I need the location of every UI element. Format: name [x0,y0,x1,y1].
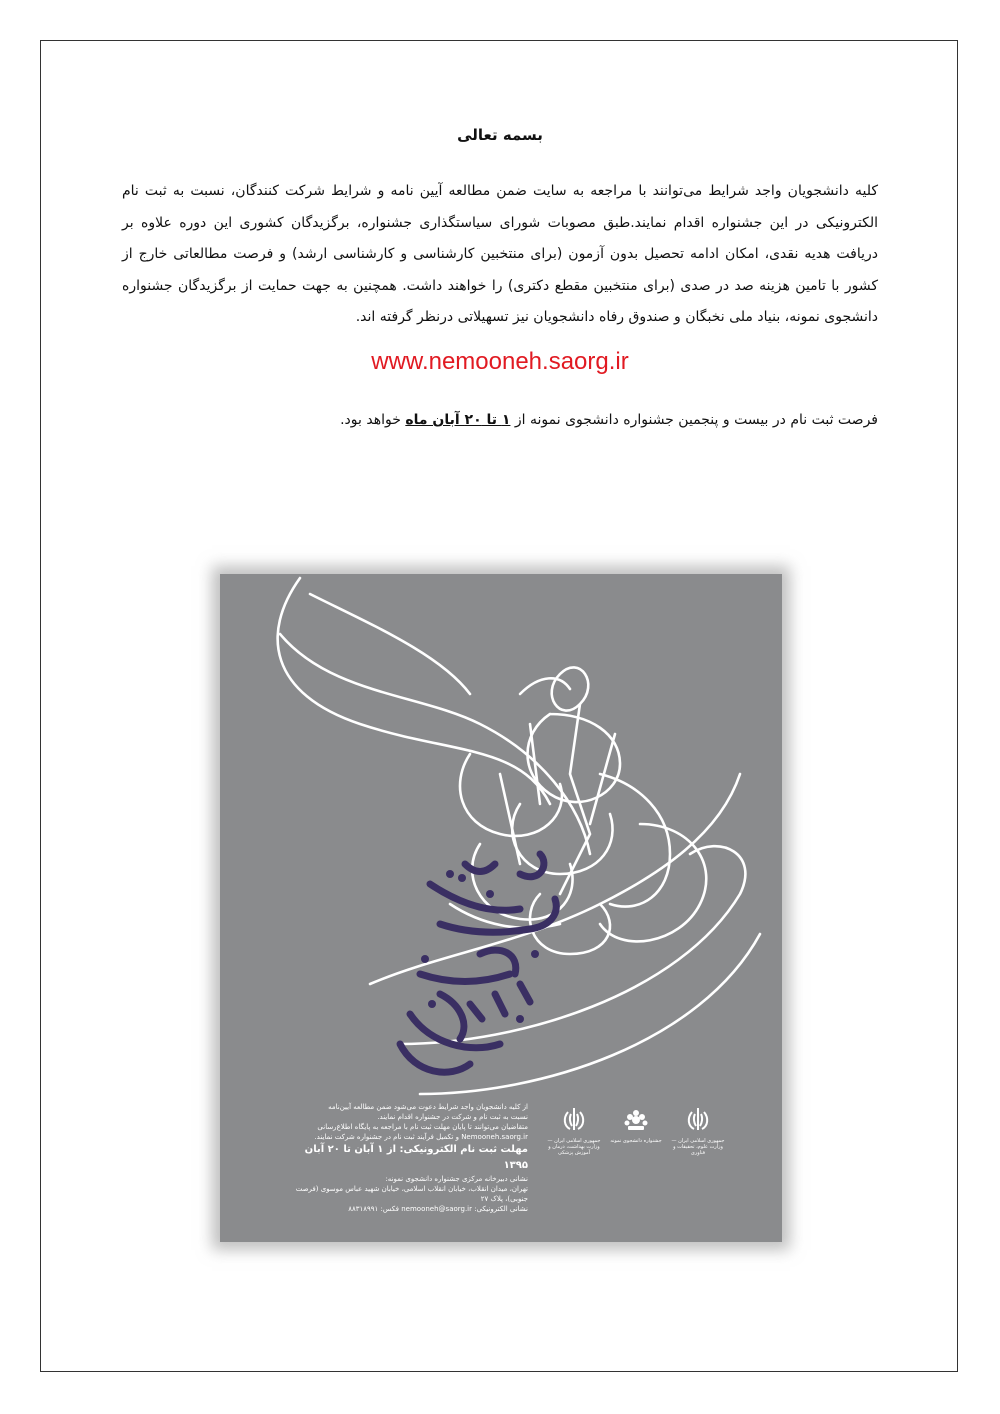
student-organization-logo-icon [621,1104,651,1134]
logo-caption: جمهوری اسلامی ایران — وزارت بهداشت، درمان و آموزش پزشکی [547,1138,601,1156]
logo-caption: جمهوری اسلامی ایران — وزارت علوم، تحقیقات و فناوری [671,1138,725,1156]
purple-calligraphy-title [400,854,556,1072]
iran-emblem-icon [559,1104,589,1134]
poster-deadline: مهلت ثبت نام الکترونیکی: از ۱ آبان تا ۲۰ آبان ۱۳۹۵ [304,1144,528,1171]
poster-address-line: نشانی دبیرخانه مرکزی جشنواره دانشجوی نمونه: [385,1175,528,1183]
poster-info-line: متقاضیان می‌توانند تا پایان مهلت ثبت نام با مراجعه به پایگاه اطلاع‌رسانی [317,1123,528,1131]
registration-suffix: خواهد بود. [340,412,406,428]
health-ministry-logo [544,1104,604,1156]
poster-info-line: Nemooneh.saorg.ir و تکمیل فرآیند ثبت نام در جشنواره شرکت نمایند. [314,1133,528,1141]
document-title: بسمه تعالی [457,126,543,144]
poster-info-line: از کلیه دانشجویان واجد شرایط دعوت می‌شود ضمن مطالعه آیین‌نامه [328,1103,528,1111]
logo-caption: جشنواره دانشجوی نمونه [610,1138,662,1144]
poster-info-block [278,1102,528,1214]
registration-period-line [122,406,878,434]
registration-prefix: فرصت ثبت نام در بیست و پنجمین جشنواره دانشجوی نمونه از [510,412,878,428]
poster-address-line: تهران، میدان انقلاب، خیابان انقلاب اسلامی، خیابان شهید عباس موسوی (فرصت جنوبی)، پلاک ۲۷ [295,1185,528,1203]
festival-poster [220,574,782,1242]
intro-paragraph: کلیه دانشجویان واجد شرایط می‌توانند با مراجعه به سایت ضمن مطالعه آیین نامه و شرایط شرکت کنندگان، نسبت به ثبت نام الکترونیکی در این جشنواره اقدام نمایند.طبق مصوبات شورای سیاستگذاری جشنواره، برگزیدگان کشوری این دوره علاوه بر دریافت هدیه نقدی، امکان ادامه تحصیل بدون آزمون (برای منتخبین کارشناسی و کارشناسی ارشد) و فرصت مطالعاتی خارج از کشور با تامین هزینه صد در صدی (برای منتخبین مقطع دکتری) را خواهند داشت. همچنین به جهت حمایت از برگزیدگان جشنواره دانشجوی نمونه، بنیاد ملی نخبگان و صندوق رفاه دانشجویان نیز تسهیلاتی درنظر گرفته اند. [122,183,878,325]
poster-address-line: نشانی الکترونیکی: nemooneh@saorg.ir فکس: ۸۸۳۱۸۹۹۱ [348,1205,528,1213]
poster-info-line: نسبت به ثبت نام و شرکت در جشنواره اقدام نمایند. [377,1113,528,1121]
registration-dates: ۱ تا ۲۰ آبان ماه [405,412,511,428]
science-ministry-logo [668,1104,728,1156]
festival-url-link[interactable]: www.nemooneh.saorg.ir [371,348,629,375]
festival-logo [606,1104,666,1144]
iran-emblem-icon [683,1104,713,1134]
